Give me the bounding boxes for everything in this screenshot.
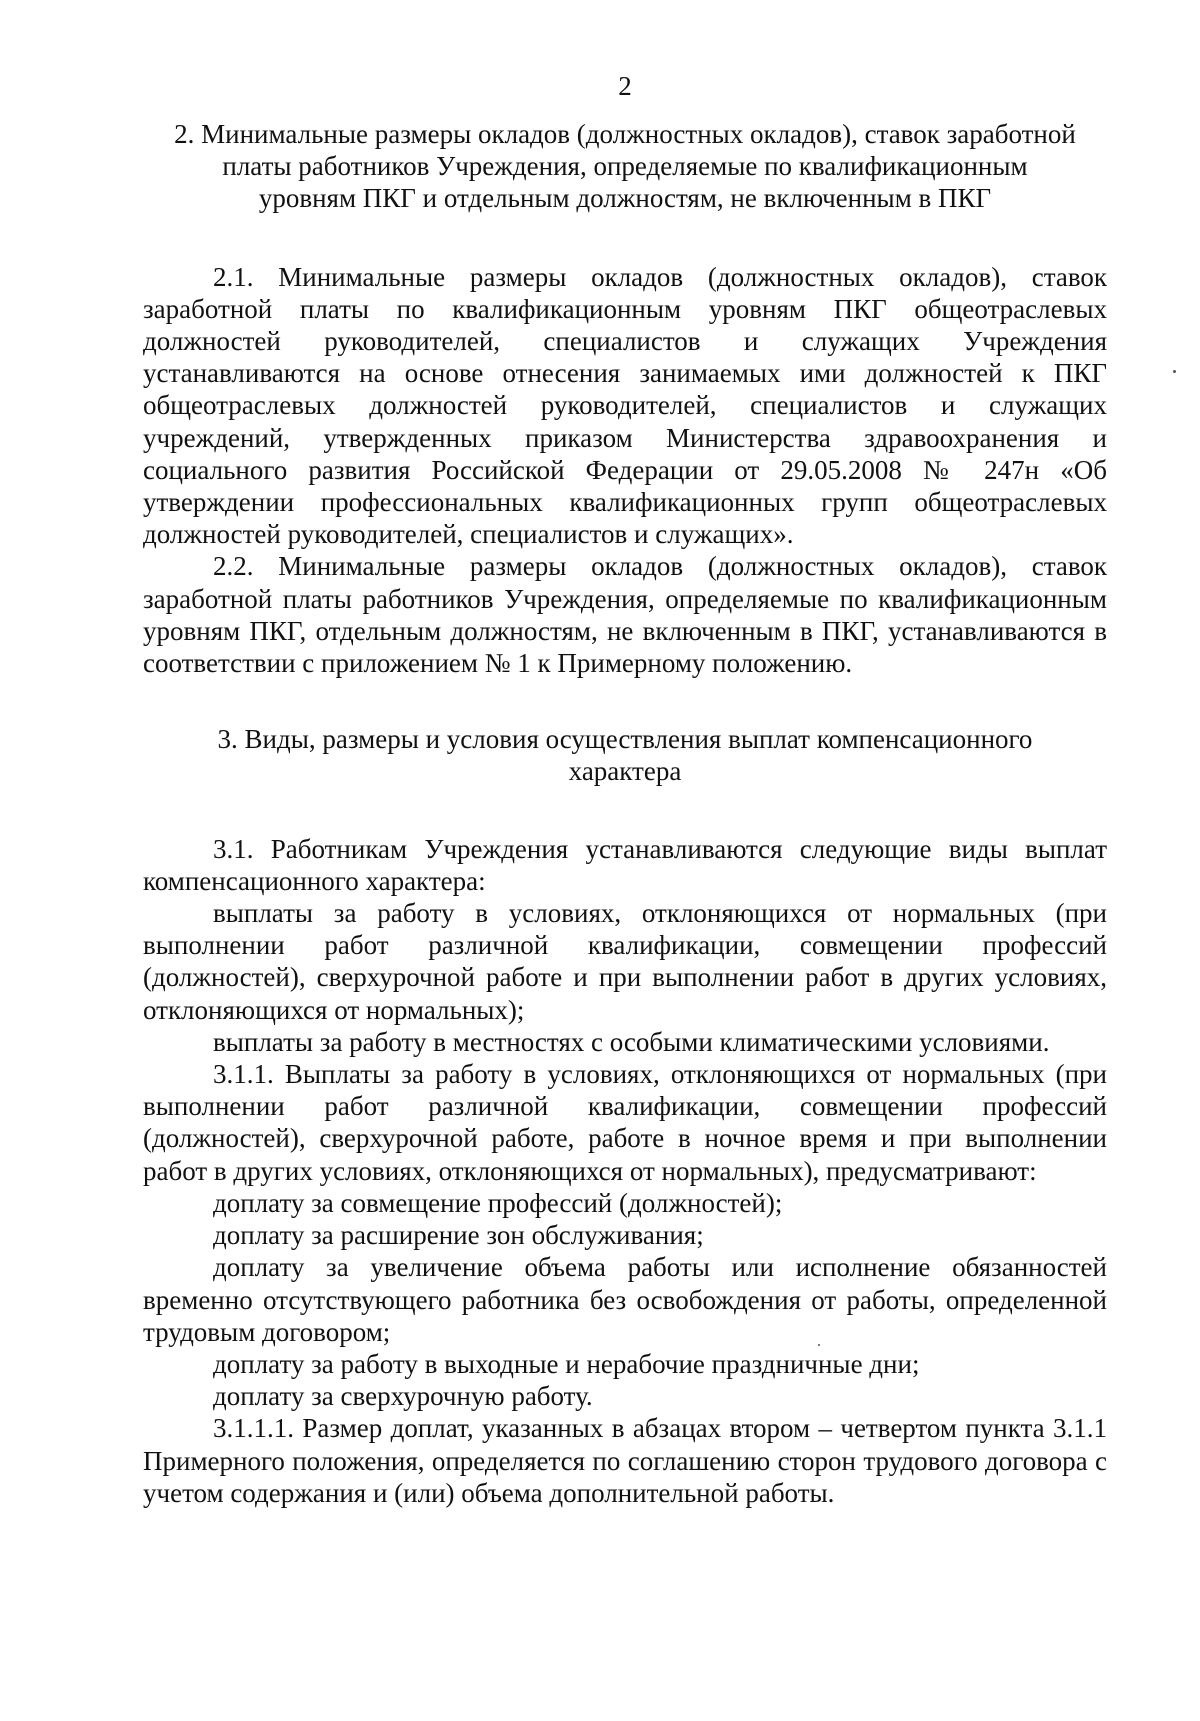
section-3-heading: 3. Виды, размеры и условия осуществления выплат компенсационного характера [217, 724, 1033, 787]
paragraph-3-1-a: выплаты за работу в условиях, отклоняющихся от нормальных (при выполнении работ различной квалификации, совмещении профессий (должностей), сверхурочной работе и при выполнении работ в других условиях, отклоняющихся от нормальных); [143, 898, 1107, 1025]
paragraph-3-1-b: выплаты за работу в местностях с особыми климатическими условиями. [213, 1026, 1050, 1057]
paragraph-2-1: 2.1. Минимальные размеры окладов (должностных окладов), ставок заработной платы по квалификационным уровням ПКГ общеотраслевых должностей руководителей, специалистов и служащих Учреждения устанавливаются на основе отнесения занимаемых ими должностей к ПКГ общеотраслевых должностей руководителей, специалистов и служащих учреждений, утвержденных приказом Министерства здравоохранения и социального развития Российской Федерации от 29.05.2008 № 247н «Об утверждении профессиональных квалификационных групп общеотраслевых должностей руководителей, специалистов и служащих». [143, 261, 1107, 550]
list-item-4: доплату за работу в выходные и нерабочие праздничные дни; [213, 1348, 920, 1379]
paragraph-2-2: 2.2. Минимальные размеры окладов (должностных окладов), ставок заработной платы работников Учреждения, определяемые по квалификационным уровням ПКГ, отдельным должностям, не включенным в ПКГ, устанавливаются в соответствии с приложением № 1 к Примерному положению. [143, 551, 1107, 679]
paragraph-3-1-1-1: 3.1.1.1. Размер доплат, указанных в абзацах втором – четвертом пункта 3.1.1 Примерного положения, определяется по соглашению сторон трудового договора с учетом содержания и (или) объема дополнительной работы. [143, 1413, 1107, 1508]
scan-speck [818, 1344, 820, 1346]
section-2-heading: 2. Минимальные размеры окладов (должностных окладов), ставок заработной платы работников Учреждения, определяемые по квалификационным уровням ПКГ и отдельным должностям, не включенным в ПКГ [174, 119, 1076, 214]
list-item-5: доплату за сверхурочную работу. [213, 1381, 593, 1412]
scan-speck [1173, 370, 1176, 373]
list-item-3: доплату за увеличение объема работы или исполнение обязанностей временно отсутствующего работника без освобождения от работы, определенной трудовым договором; [143, 1252, 1107, 1347]
list-item-1: доплату за совмещение профессий (должностей); [213, 1187, 783, 1218]
list-item-2: доплату за расширение зон обслуживания; [213, 1220, 704, 1251]
paragraph-3-1: 3.1. Работникам Учреждения устанавливаются следующие виды выплат компенсационного характера: [143, 833, 1107, 896]
spacer [143, 788, 1107, 833]
spacer [143, 215, 1107, 261]
spacer [143, 679, 1107, 723]
document-page [143, 68, 1107, 1509]
paragraph-3-1-1: 3.1.1. Выплаты за работу в условиях, отклоняющихся от нормальных (при выполнении работ различной квалификации, совмещении профессий (должностей), сверхурочной работе, работе в ночное время и при выполнении работ в других условиях, отклоняющихся от нормальных), предусматривают: [143, 1059, 1107, 1186]
page-number: 2 [618, 71, 632, 101]
